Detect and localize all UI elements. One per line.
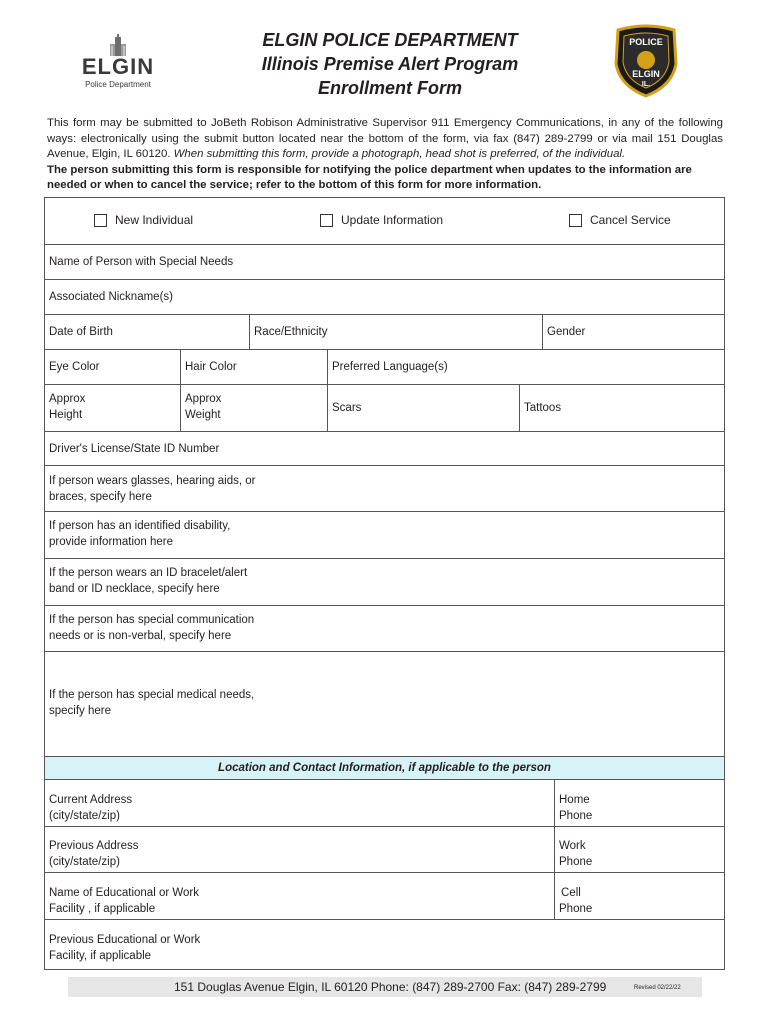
disability-label-1: If person has an identified disability, xyxy=(49,520,231,532)
contact-section-header: Location and Contact Information, if applicable to the person xyxy=(45,757,724,780)
title-program: Illinois Premise Alert Program xyxy=(261,54,519,74)
weight-field[interactable] xyxy=(181,385,328,431)
eye-hair-language-row xyxy=(45,350,724,385)
communication-label-2: needs or is non-verbal, specify here xyxy=(49,630,232,642)
medical-label-2: specify here xyxy=(49,705,112,717)
update-information-checkbox[interactable] xyxy=(320,214,333,227)
current-address-label-2: (city/state/zip) xyxy=(49,810,120,822)
race-field[interactable] xyxy=(250,315,543,349)
facility-field[interactable] xyxy=(45,873,555,919)
work-phone-field[interactable] xyxy=(555,827,723,872)
glasses-label-1: If person wears glasses, hearing aids, or xyxy=(49,475,256,487)
cell-phone-label-2: Phone xyxy=(559,903,593,915)
language-label: Preferred Language(s) xyxy=(332,361,448,373)
title-form: Enrollment Form xyxy=(317,78,462,98)
cancel-service-label: Cancel Service xyxy=(590,213,671,227)
license-field[interactable] xyxy=(45,432,724,466)
weight-label-2: Weight xyxy=(185,409,221,421)
name-field[interactable] xyxy=(45,245,724,280)
communication-field[interactable] xyxy=(45,606,724,652)
gender-label: Gender xyxy=(547,326,586,338)
hair-color-field[interactable] xyxy=(181,350,328,384)
disability-label-2: provide information here xyxy=(49,536,174,548)
logo-subtitle: Police Department xyxy=(85,80,151,89)
page-title xyxy=(230,28,550,100)
previous-address-label-2: (city/state/zip) xyxy=(49,856,120,868)
previous-address-row xyxy=(45,827,724,873)
request-type-row xyxy=(45,198,724,245)
cancel-service-checkbox[interactable] xyxy=(569,214,582,227)
eye-color-field[interactable] xyxy=(45,350,181,384)
svg-text:IL.: IL. xyxy=(641,81,651,88)
facility-label-2: Facility , if applicable xyxy=(49,903,156,915)
current-address-field[interactable] xyxy=(45,780,555,826)
police-badge-icon xyxy=(610,24,682,98)
footer-contact: 151 Douglas Avenue Elgin, IL 60120 Phone: (847) 289-2700 Fax: (847) 289-2799 xyxy=(174,980,607,994)
home-phone-field[interactable] xyxy=(555,780,723,826)
intro-paragraph xyxy=(47,116,723,194)
gender-field[interactable] xyxy=(543,315,723,349)
height-weight-marks-row xyxy=(45,385,724,432)
glasses-label-2: braces, specify here xyxy=(49,491,152,503)
enrollment-form xyxy=(44,197,725,970)
tattoos-label: Tattoos xyxy=(524,402,562,414)
update-information-option[interactable] xyxy=(320,213,443,227)
weight-label-1: Approx xyxy=(185,393,222,405)
svg-text:POLICE: POLICE xyxy=(629,37,663,47)
page-footer xyxy=(68,977,702,997)
height-label-1: Approx xyxy=(49,393,86,405)
dob-race-gender-row xyxy=(45,315,724,350)
previous-address-field[interactable] xyxy=(45,827,555,872)
intro-text: This form may be submitted to JoBeth Robison Administrative Supervisor 911 Emergency Communications, in any of the following ways: electronically using the submit button located near the bottom of the form, via fax (847) 289-2799 or via mail 151 Douglas Avenue, Elgin, IL 60120. xyxy=(47,117,723,161)
medical-label-1: If the person has special medical needs, xyxy=(49,689,255,701)
new-individual-checkbox[interactable] xyxy=(94,214,107,227)
previous-facility-field[interactable] xyxy=(45,920,724,968)
home-phone-label-2: Phone xyxy=(559,810,593,822)
current-address-row xyxy=(45,780,724,827)
previous-facility-label-1: Previous Educational or Work xyxy=(49,934,201,946)
intro-responsibility-note: The person submitting this form is responsible for notifying the police department when updates to the information are needed or when to cancel the service; refer to the bottom of this form for more information. xyxy=(47,163,692,192)
update-information-label: Update Information xyxy=(341,213,444,227)
title-department: ELGIN POLICE DEPARTMENT xyxy=(262,30,518,50)
svg-text:ELGIN: ELGIN xyxy=(632,69,660,79)
height-field[interactable] xyxy=(45,385,181,431)
work-phone-label-1: Work xyxy=(559,840,586,852)
facility-label-1: Name of Educational or Work xyxy=(49,887,199,899)
language-field[interactable] xyxy=(328,350,723,384)
bracelet-field[interactable] xyxy=(45,559,724,606)
dob-field[interactable] xyxy=(45,315,250,349)
dob-label: Date of Birth xyxy=(49,326,113,338)
glasses-field[interactable] xyxy=(45,466,724,512)
new-individual-label: New Individual xyxy=(115,213,194,227)
intro-photo-note: When submitting this form, provide a photograph, head shot is preferred, of the individual. xyxy=(173,148,626,161)
disability-field[interactable] xyxy=(45,512,724,559)
cell-phone-field[interactable] xyxy=(555,873,723,919)
scars-field[interactable] xyxy=(328,385,520,431)
race-label: Race/Ethnicity xyxy=(254,326,328,338)
scars-label: Scars xyxy=(332,402,362,414)
revision-date: Revised 02/22/22 xyxy=(634,985,681,991)
height-label-2: Height xyxy=(49,409,83,421)
current-address-label-1: Current Address xyxy=(49,794,133,806)
new-individual-option[interactable] xyxy=(94,213,193,227)
logo-word: ELGIN xyxy=(81,54,155,79)
tattoos-field[interactable] xyxy=(520,385,723,431)
name-label: Name of Person with Special Needs xyxy=(49,256,234,268)
nickname-field[interactable] xyxy=(45,280,724,315)
previous-address-label-1: Previous Address xyxy=(49,840,139,852)
bracelet-label-2: band or ID necklace, specify here xyxy=(49,583,220,595)
elgin-logo xyxy=(72,34,164,92)
nickname-label: Associated Nickname(s) xyxy=(49,291,173,303)
license-label: Driver's License/State ID Number xyxy=(49,442,220,455)
cell-phone-label-1: Cell xyxy=(561,887,581,899)
medical-field[interactable] xyxy=(45,652,724,757)
eye-color-label: Eye Color xyxy=(49,361,100,373)
home-phone-label-1: Home xyxy=(559,794,590,806)
facility-row xyxy=(45,873,724,920)
previous-facility-label-2: Facility, if applicable xyxy=(49,950,152,962)
cancel-service-option[interactable] xyxy=(569,213,671,227)
bracelet-label-1: If the person wears an ID bracelet/alert xyxy=(49,567,248,579)
communication-label-1: If the person has special communication xyxy=(49,614,255,626)
hair-color-label: Hair Color xyxy=(185,361,237,373)
work-phone-label-2: Phone xyxy=(559,856,593,868)
